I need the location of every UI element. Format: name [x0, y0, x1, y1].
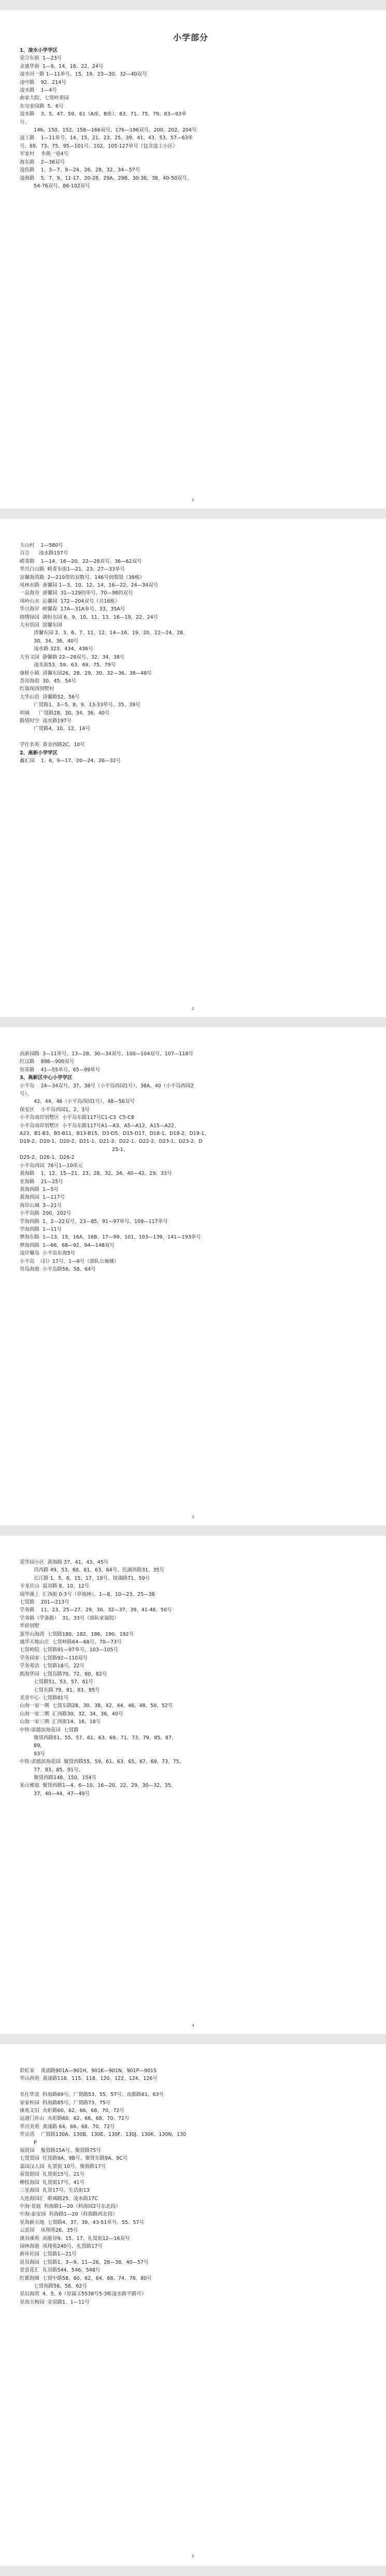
text-line: 星海新天地 七贤路4、37、39、43-51单号、55、57号 — [20, 2219, 145, 2225]
text-line: 大有恬园 滨馨东园 — [20, 622, 63, 629]
text-line: 一品海谷 浙馨园 31—129的单号、70—98的双号 — [20, 590, 133, 596]
text-line: 康兆文旧 火炬路60、62、66、68、70、72号 — [20, 2108, 125, 2114]
text-line: P — [20, 2140, 37, 2146]
text-line: 晓绣绿园 满恒东园 6、9、10、11、13、16—19、22、24号 — [20, 614, 159, 620]
text-line: 溪谷溪苑 高能谷9、15、17、礼贤街12—16双号 — [20, 2235, 130, 2242]
text-line: 广贤路1、3—5、8、9、13-33单号、35、39号 — [20, 702, 140, 708]
text-line: 云景园 凤翔苑26、35号 — [20, 2228, 78, 2234]
text-line: 曲家大院、七贤岭果园 — [20, 95, 69, 101]
text-line: 凌水路 323、434、436号 — [20, 646, 93, 652]
text-line — [20, 2083, 362, 2091]
text-line: 七贤路 201—213号 — [20, 1599, 69, 1606]
text-line: 华兴海岸 崂馨春 17A—31A单号、33、35A号 — [20, 606, 125, 613]
text-line: 福贤园 聚贤路15A号、聚贤路75号 — [20, 2148, 101, 2154]
text-line: 华兴美苑 黄浦路 64、66、68、70、72号 — [20, 2123, 115, 2130]
text-line: 荣合东街 1—23号 — [20, 55, 62, 62]
text-line: 三星海园 礼贤17号、生活街13 — [20, 2188, 90, 2194]
text-line: 鑫汇园 1、6、9—17、20—24、26—32号 — [20, 758, 121, 764]
text-line: 号、 — [20, 119, 30, 125]
text-line: 聚贤西路51、55、57、61、63、69、71、73、79、85、87、 — [20, 1735, 177, 1741]
text-line: 77、83、85、91号、 — [20, 1767, 84, 1773]
text-line: 红汉路 898—900双号 — [20, 1059, 75, 1065]
text-line: D19-2、D20-1、D20-2、D21-1、D21-2、D22-1、D22-2、D23-1、D23-2、D — [20, 1139, 203, 1145]
text-line: 春贤街园 礼贤街15号、21号 — [20, 2172, 85, 2178]
text-line: 柳枝海园 礼贤街17号、41号 — [20, 2179, 85, 2186]
text-line: 梦海西路 1—66、68—92、94—148双号 — [20, 1242, 115, 1248]
document-title: 小学部分 — [173, 33, 208, 42]
text-line: 25-1、 — [20, 1146, 128, 1153]
section-heading: 2、高新小学学区 — [20, 750, 58, 756]
text-line: 嘉园汉人园 礼贤街 10号、聚海路17号 — [20, 2163, 106, 2170]
text-line: 家家朴园 科海路85号、广贤路73、75号 — [20, 2100, 111, 2106]
text-line: 七贤贤园 任贤路9A、9B号、聚贤东路9A、9C号 — [20, 2156, 128, 2162]
text-line: 凌水河一路 1—11单号、15、19、23—30、32—40双号 — [20, 71, 147, 78]
text-line: 卡龙社山 温谷路 8、10、12号 — [20, 1583, 90, 1590]
text-line: 号、69、73、75、95—101号、102、105-127单号（包含凌工小区） — [20, 143, 178, 149]
page-5 — [0, 2044, 386, 2566]
text-line: 93号 — [20, 1751, 45, 1757]
text-line: 恒荣路 41—55单号、65—99单号 — [20, 1067, 101, 1073]
text-line: 学海西路 1、2—22双号、23—85、91—97单号、109—117单号 — [20, 1218, 168, 1225]
text-line: 七贤南路56、58、62号 — [20, 2283, 87, 2289]
text-line: A23、B1-B3、B5-B11、B13-B15、D3-D5、D15-D17、D18-1、D18-2、D19-1、 — [20, 1131, 209, 1137]
text-line: 路情时空 凌水路197号 — [20, 718, 72, 724]
text-line: 瑞华溪上 汇西街 0-3号（草坡林）、1—8、10—23、25—38 — [20, 1591, 155, 1597]
text-line: 小平岛西园 76号1—10单元 — [20, 1162, 83, 1169]
text-line: 华侨别墅 — [20, 1623, 40, 1629]
text-line: 米山雅庭 聚贤西路1—4、6—10、16—20、22、29、30—32、35、 — [20, 1783, 176, 1789]
text-line: D25-2、D26-1、D26-2 — [20, 1155, 75, 1161]
text-line: 荟凉海韵 30、45、54号 — [20, 678, 76, 684]
page-number: 1 — [192, 498, 194, 502]
text-line: 红墙现西别墅村 — [20, 686, 54, 692]
text-line: 凌工路 1—11单号、14、15、21、23、25、39、41、43、53、57—63单 — [20, 135, 193, 141]
text-line: 海岸山城 3—21号 — [20, 1202, 62, 1209]
text-line: 中海·景庭 科海路1—20（科海园2号东北段） — [20, 2203, 121, 2209]
text-line: 山海一家二期 汇西路30、32、34、36、40号 — [20, 1711, 123, 1717]
text-line: 凉馨海湾路 2—210带的双数号、146号到梨贤（38栋） — [20, 574, 145, 580]
text-line: 黄海路 1、12、15—21、23、28、32、34、40—42、29、33号 — [20, 1171, 172, 1177]
text-line: 黄海西路 1—5号 — [20, 1186, 59, 1192]
text-line: 星海天梅园 金泉路1、1—11号 — [20, 2299, 90, 2305]
text-line: 贵岛海港 小平岛路56、58、64号 — [20, 1266, 96, 1272]
text-line: 中铁·诺德滨海花园 七贤路 — [20, 1727, 79, 1733]
text-line: 学仕名苑 黄金西路2C、10号 — [20, 742, 85, 748]
text-line: 东屯家园路 5、6号 — [20, 103, 64, 109]
page-number: 5 — [192, 2554, 194, 2558]
text-line: 大有文园 静馨路 22—28双号、32、34、38号 — [20, 654, 125, 660]
text-line: 明城 广贤路28、30、34、36、40号 — [20, 710, 110, 716]
text-line: 凤岭山水 沁馨园 172—204双号（共16栋） — [20, 598, 120, 604]
text-line: 小平岛 24—34双号、37、38号（小平岛西园1号）、38A、40（小平岛西园2 — [20, 1083, 194, 1089]
text-line: 七贤路51、53、57、61号 — [20, 1679, 94, 1685]
text-line: 146、150、152、158—166双号、176—196双号、200、202、204号 — [20, 127, 197, 134]
text-line: 凌海路 5、7、9、11-17、20-28、29A、29B、30-36、38、40-50双号、 — [20, 175, 192, 181]
text-line: 广贤路4、10、12、14号 — [20, 726, 90, 732]
text-line: 学务路（学备路） 31、33号（部队家属院） — [20, 1615, 119, 1621]
text-line: 彩虹家 黄浦路901A—901H、901K—901N、901P—901S — [20, 2068, 157, 2074]
text-line: 美景中心 七贤路81号 — [20, 1695, 69, 1701]
text-line: 凌美街53、59、63、69、75、79号 — [20, 662, 116, 668]
text-line: 高新园路 3—11单号、13—28、30—34双号、100—104双号、107—118号 — [20, 1051, 194, 1057]
text-line: 凌水路 1—4号 — [20, 88, 57, 94]
text-line: 学务路 11、23、25—27、29、30、32—37、39、41-48、50号 — [20, 1607, 172, 1613]
text-line: 学务苑洁 七贤路18号、22号 — [20, 1663, 85, 1669]
text-line: 学务园家 七贤路92—110双号 — [20, 1655, 88, 1661]
text-line: 金盛华街 1—9、14、16、22、24号 — [20, 63, 104, 69]
section-heading: 1、凌水小学学区 — [20, 48, 58, 53]
text-line: 山海一家一期 七贤东路28、30、38、42、44、46、48、50、52号 — [20, 1703, 173, 1709]
text-line: 延谷海园 七贤路1、3—9、11—26、28—38、40—57号 — [20, 2259, 149, 2265]
text-line: 新环社园 七贤路1—21号 — [20, 2251, 77, 2258]
page-4 — [0, 1536, 386, 2034]
text-line: 名仕华景 科海路69号、广贤路53、55、57号、南都路61、63号 — [20, 2092, 164, 2098]
text-line: 远港门社山 火炬路60、62、66、68、70、72号 — [20, 2116, 130, 2122]
text-line — [20, 733, 362, 741]
text-line: 小平岛路 200、202号 — [20, 1211, 72, 1217]
text-line: 亚海路 21—25号 — [20, 1178, 63, 1185]
text-line: 园林海港 凤翔苑240号、礼贤路17号 — [20, 2243, 103, 2249]
page-number: 3 — [192, 1515, 194, 1519]
page-3 — [0, 1027, 386, 1525]
page-number: 2 — [192, 1007, 194, 1011]
text-line: 崂菁路 1—14、16—20、22—28双号、36—62双号 — [20, 558, 142, 564]
text-line: 华山西苑 黄浦路118、115、118、120、122、124、126号 — [20, 2076, 158, 2082]
section-heading: 3、高新区中心小学学区 — [20, 1075, 73, 1081]
text-line: 保安区 小平岛西园1、2、3号 — [20, 1107, 90, 1113]
page-2 — [0, 519, 386, 1017]
text-line: 百合 凌水路157号 — [20, 550, 68, 557]
text-line: 37、40—44、47—49号 — [20, 1791, 90, 1797]
text-line: 学海西路 1—11号 — [20, 1226, 62, 1232]
text-line: 山海一家三期 汇西街14、16、18号 — [20, 1719, 101, 1725]
text-line: 长江路 1、5、6、15、17、19号、馆湖路71、59号 — [20, 1575, 150, 1581]
text-line: 七贤东路 79、81、83、85号 — [20, 1687, 100, 1693]
text-line: 红都海圈 七贤中路58、60、62、64、68、74、76、80号 — [20, 2275, 152, 2281]
text-line: 熙海华园 七贤岛路70、72、80、82号 — [20, 1671, 107, 1677]
text-line: 大华山语 清馨路52、56号 — [20, 694, 80, 700]
text-line: 凤林水路 浙馨园 1—3、10、12、14、16—22、24—34双号 — [20, 583, 159, 589]
text-line: 凌伤路 1、3—7、9—24、26、28、32、34—57号 — [20, 167, 140, 173]
text-line: 号）、 — [20, 1091, 32, 1097]
text-line: 海东路 2—36双号 — [20, 159, 65, 165]
text-line: 大连海园汇 歌城路25、凌水路17C — [20, 2195, 98, 2202]
text-line: 蛋华山海湾 七贤路180、182、186、190、192号 — [20, 1631, 134, 1637]
text-line: 大山村 1—580号 — [20, 543, 63, 548]
text-line: 凌岸馨岛 小平岛东海5号 — [20, 1250, 76, 1257]
text-line: 军家村 李燕一巷4号 — [20, 151, 69, 157]
text-line: 华京湾 广贤路130A、130B、130E、130F、130J、130K、130N、130 — [20, 2132, 187, 2138]
text-line: 荣华园小区 黄海路 37、41、43、45号 — [20, 1560, 109, 1565]
text-line: 小平岛南岸别墅区 小平岛东路117号A1—A3、A5—A12、A15—A22、 — [20, 1123, 179, 1129]
text-line: 30、34、36、40号 — [20, 638, 79, 644]
text-line: 黄海西园 1—117号 — [20, 1195, 65, 1201]
text-line: 昌西路 49、53、60、61、63、64号、民湖西路31、35号 — [20, 1567, 164, 1574]
text-line: 梦海东路 1—13、15、16A、16B、17—99、101、103—139、141—193单号 — [20, 1234, 201, 1241]
page-1 — [0, 10, 386, 508]
text-line: 中铁·诺德滨海花园 聚贤西路55、59、61、63、65、67、69、73、75、 — [20, 1759, 184, 1765]
text-line: 凌水路 3、5、47、59、61（A座、B座）、63、71、75、79、83—93单 — [20, 111, 187, 118]
text-line: 景景花汇 礼谷路544、546、548号 — [20, 2267, 101, 2274]
text-line: 54-76双号、86-102双号 — [20, 183, 90, 189]
text-line: 聚贤西路148、150、154号 — [20, 1774, 97, 1781]
text-line: 华兴白山路 崂菁东街1—21、23、27—33单号 — [20, 566, 125, 573]
text-line: 小平岛南岸别墅区 小平岛东路117号C1-C3 C5-C8 — [20, 1115, 134, 1121]
text-line: 康桥小镇 清馨东园26、28、29、30、32—36、38—48号 — [20, 670, 152, 676]
text-line: 中海·泰安园 科海路1—20（科海路西北段） — [20, 2211, 118, 2218]
text-line: 42、44、46（小平岛西园1号）、48—56双号 — [20, 1099, 135, 1105]
text-line: 89、 — [20, 1743, 45, 1749]
text-line: 凌中路 92、214号 — [20, 79, 66, 85]
page-number: 4 — [192, 2024, 194, 2028]
text-line: 七贤岭院 七贤路91—97单号、103—105号 — [20, 1647, 118, 1653]
text-line: 小平岛 （旧）17号、1—9号（部队公寓楼） — [20, 1258, 119, 1264]
text-line: 星辰海湾 4、5、6（原属玉5538号5-3栋凌水路平路号） — [20, 2291, 147, 2297]
text-line: 盛华天地山庄 七贤岭路64—68号、70—73号 — [20, 1639, 122, 1646]
text-line: 湾馨东园 2、3、6、7、11、12、14—16、19、20、22—24、28、 — [20, 630, 188, 636]
